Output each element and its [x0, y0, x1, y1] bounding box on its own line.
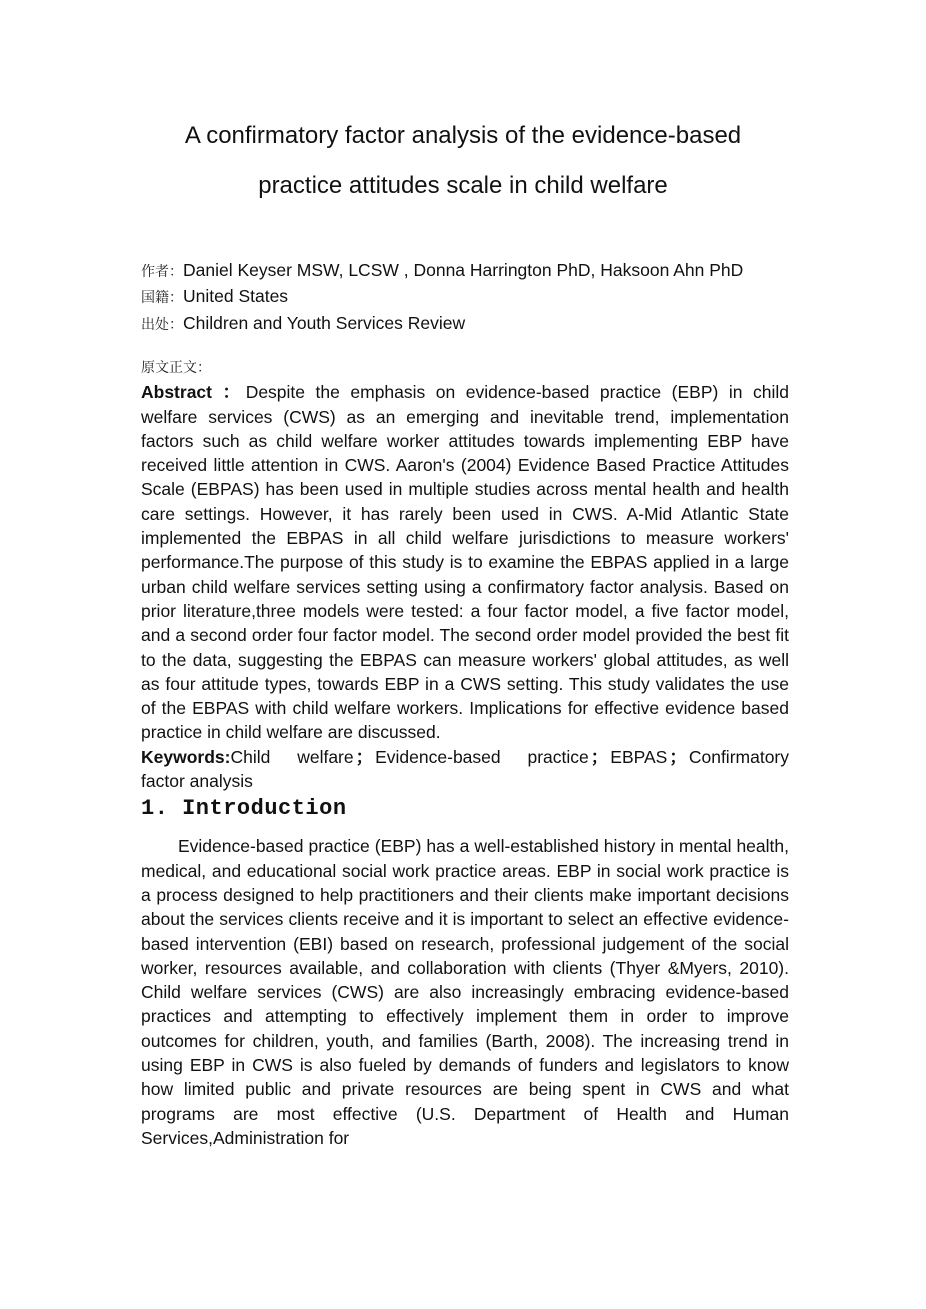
- main-content: [141, 356, 789, 1150]
- source-label: 出处：: [141, 316, 183, 333]
- nationality-row: [141, 284, 801, 310]
- abstract-paragraph: [141, 380, 789, 744]
- keywords-paragraph: [141, 745, 789, 794]
- keyword-item: EBPAS: [610, 746, 668, 767]
- keyword-item: Confirmatory factor analysis: [141, 746, 790, 792]
- author-label: 作者：: [141, 264, 183, 280]
- keyword-item: Child welfare: [230, 746, 354, 767]
- author-row: [141, 258, 801, 284]
- keyword-separator: ；: [355, 746, 374, 767]
- nationality-value: United States: [183, 286, 289, 307]
- keyword-separator: ；: [590, 746, 609, 767]
- introduction-paragraph: Evidence-based practice (EBP) has a well-established history in mental health, medical, and educational social work practice areas. EBP in social work practice is a process designed to help practitioners and their clients make important decisions about the services clients receive and it is important to select an effective evidence-based intervention (EBI) based on research, professional judgement of the social worker, resources available, and collaboration with clients (Thyer &Myers, 2010). Child welfare services (CWS) are also increasingly embracing evidence-based practices and attempting to effectively implement them in order to improve outcomes for children, youth, and families (Barth, 2008). The increasing trend in using EBP in CWS is also fueled by demands of funders and legislators to know how limited public and private resources are being spent in CWS and what programs are most effective (U.S. Department of Health and Human Services,Administration for: [141, 836, 789, 1148]
- paper-title-line-1: A confirmatory factor analysis of the evidence-based: [184, 122, 742, 149]
- paper-title-line-2: practice attitudes scale in child welfare: [258, 172, 668, 199]
- keyword-separator: ；: [669, 746, 687, 767]
- abstract-label: Abstract ：: [141, 382, 246, 403]
- source-value: Children and Youth Services Review: [183, 312, 466, 333]
- author-value: Daniel Keyser MSW, LCSW , Donna Harrington PhD, Haksoon Ahn PhD: [183, 260, 744, 280]
- source-row: [141, 311, 801, 337]
- paper-metadata: [141, 258, 801, 337]
- nationality-label: 国籍：: [141, 290, 183, 307]
- keywords-label: Keywords:: [141, 746, 231, 767]
- original-text-label: 原文正文：: [141, 360, 211, 376]
- abstract-text: Despite the emphasis on evidence-based practice (EBP) in child welfare services (CWS) as an emerging and inevitable trend, implementation factors such as child welfare worker attitudes towards implementing EBP have received little attention in CWS. Aaron's (2004) Evidence Based Practice Attitudes Scale (EBPAS) has been used in multiple studies across mental health and health care settings. However, it has rarely been used in CWS. A-Mid Atlantic State implemented the EBPAS in all child welfare jurisdictions to measure workers' performance.The purpose of this study is to examine the EBPAS applied in a large urban child welfare services setting using a confirmatory factor analysis. Based on prior literature,three models were tested: a four factor model, a five factor model, and a second order four factor model. The second order model provided the best fit to the data, suggesting the EBPAS can measure workers' global attitudes, as well as four attitude types, towards EBP in a CWS setting. This study validates the use of the EBPAS with child welfare workers. Implications for effective evidence based practice in child welfare are discussed.: [141, 382, 790, 743]
- keyword-item: Evidence-based practice: [375, 746, 589, 767]
- section-heading-introduction: 1. Introduction: [141, 796, 347, 822]
